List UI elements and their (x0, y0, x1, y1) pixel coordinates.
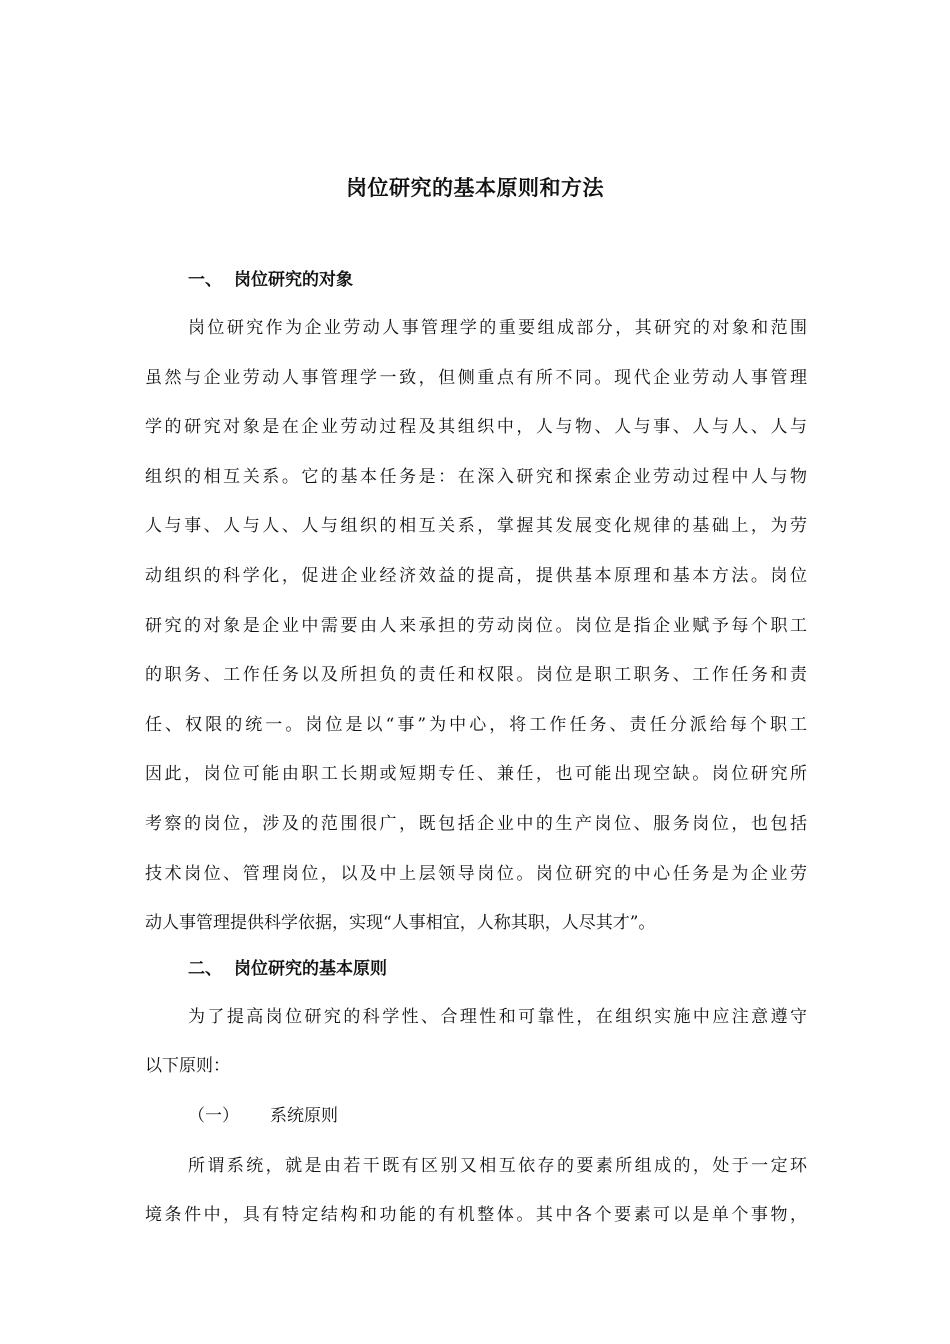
paragraph-objects (145, 304, 807, 949)
text-line: 动人事管理提供科学依据，实现“人事相宜，人称其职，人尽其才”。 (145, 913, 656, 934)
text-line: 以下原则： (145, 1056, 230, 1077)
subsection-title: 系统原则 (270, 1105, 338, 1126)
section-number: 二、 (188, 958, 222, 979)
text-line: 虽然与企业劳动人事管理学一致，但侧重点有所不同。现代企业劳动人事管理 (145, 367, 807, 388)
text-line: 境条件中，具有特定结构和功能的有机整体。其中各个要素可以是单个事物， (145, 1205, 807, 1226)
page-title: 岗位研究的基本原则和方法 (346, 175, 604, 200)
text-line: 研究的对象是企业中需要由人来承担的劳动岗位。岗位是指企业赋予每个职工 (145, 615, 807, 636)
text-line: 的职务、工作任务以及所担负的责任和权限。岗位是职工职务、工作任务和责 (145, 665, 807, 686)
subsection-heading-system (145, 1092, 807, 1142)
section-title: 岗位研究的对象 (234, 270, 353, 290)
section-number: 一、 (188, 270, 222, 290)
text-line: 考察的岗位，涉及的范围很广，既包括企业中的生产岗位、服务岗位，也包括 (145, 813, 807, 834)
text-line: 组织的相互关系。它的基本任务是：在深入研究和探索企业劳动过程中人与物 (145, 466, 807, 487)
text-line: 人与事、人与人、人与组织的相互关系，掌握其发展变化规律的基础上，为劳 (145, 516, 807, 537)
subsection-number: （一） (188, 1105, 239, 1126)
text-line: 技术岗位、管理岗位，以及中上层领导岗位。岗位研究的中心任务是为企业劳 (145, 863, 807, 884)
text-line: 岗位研究作为企业劳动人事管理学的重要组成部分，其研究的对象和范围 (188, 318, 807, 338)
text-line: 动组织的科学化，促进企业经济效益的提高，提供基本原理和基本方法。岗位 (145, 565, 807, 586)
paragraph-principles-intro (145, 993, 807, 1092)
text-line: 学的研究对象是在企业劳动过程及其组织中，人与物、人与事、人与人、人与 (145, 417, 807, 438)
section-heading-objects (145, 262, 807, 298)
text-line: 因此，岗位可能由职工长期或短期专任、兼任，也可能出现空缺。岗位研究所 (145, 764, 807, 785)
section-title: 岗位研究的基本原则 (234, 958, 387, 979)
text-line: 为了提高岗位研究的科学性、合理性和可靠性，在组织实施中应注意遵守 (188, 1006, 807, 1027)
section-heading-principles (145, 951, 807, 987)
paragraph-system-principle (145, 1142, 807, 1241)
text-line: 任、权限的统一。岗位是以“事”为中心，将工作任务、责任分派给每个职工 (145, 714, 807, 735)
text-line: 所谓系统，就是由若干既有区别又相互依存的要素所组成的，处于一定环 (188, 1155, 807, 1176)
document-body (145, 262, 807, 1241)
